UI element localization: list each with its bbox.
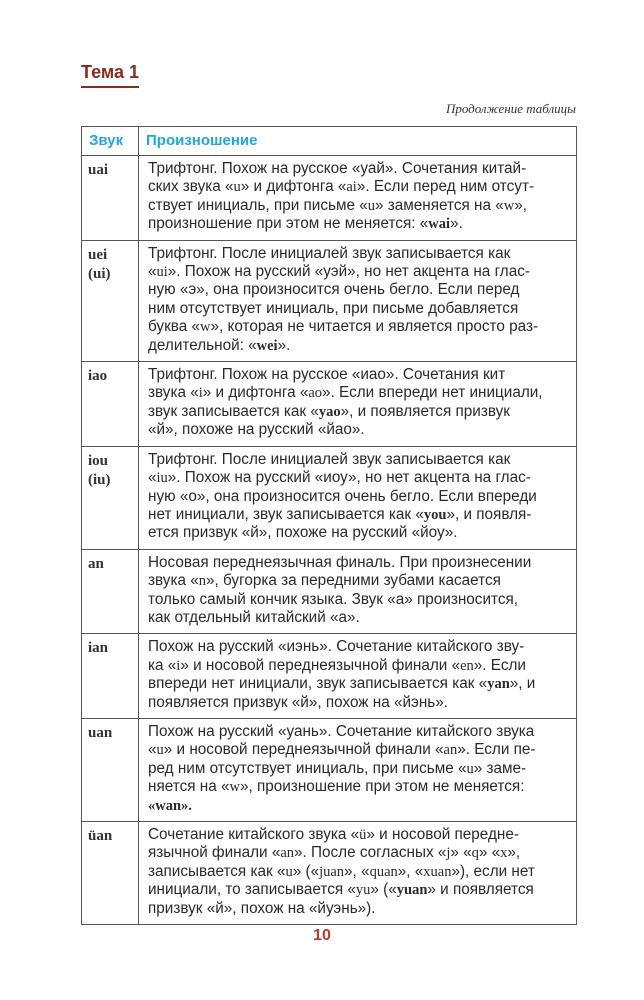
description-line: Трифтонг. После инициалей звук записывается как <box>148 450 511 468</box>
sound-cell <box>82 822 139 925</box>
sound-label: uei <box>88 246 108 263</box>
latin-term: w <box>503 197 515 214</box>
sound-label: (ui) <box>88 265 111 282</box>
latin-term: u <box>466 760 474 777</box>
sound-label: üan <box>88 828 113 844</box>
description-line: Трифтонг. Похож на русское «уай». Сочетания китай- <box>148 160 527 177</box>
description-line: ствует инициаль, при письме «u» заменяется на «w», <box>148 196 528 214</box>
description-line: Трифтонг. После инициалей звук записывается как <box>148 244 511 262</box>
pronunciation-cell <box>139 362 577 447</box>
description-line: звука «n», бугорка за передними зубами касается <box>148 572 501 590</box>
latin-term: en <box>460 657 474 674</box>
latin-term: wai <box>428 216 450 233</box>
description-line: Сочетание китайского звука «ü» и носовой передне- <box>148 826 519 843</box>
sound-label: uai <box>88 162 109 178</box>
sound-label: uan <box>88 724 113 741</box>
description-line: делительной: «wei». <box>148 336 291 354</box>
latin-term: w <box>200 319 211 336</box>
sound-cell <box>82 156 139 241</box>
description-line: ную «о», она произносится очень бегло. Если впереди <box>148 487 537 505</box>
latin-term: yan <box>487 676 510 693</box>
sound-cell <box>82 446 139 549</box>
latin-term: ai <box>346 179 357 196</box>
table-header-row <box>82 127 577 156</box>
latin-term: you <box>423 506 447 523</box>
pronunciation-cell <box>139 240 577 361</box>
sound-cell <box>82 362 139 447</box>
description-line: как отдельный китайский «а». <box>148 608 360 626</box>
latin-term: u <box>285 863 293 880</box>
latin-term: ao <box>308 385 323 402</box>
description-line: Похож на русский «иэнь». Сочетание китайского зву- <box>148 638 525 656</box>
sound-cell <box>82 240 139 361</box>
table-row <box>82 156 577 241</box>
description-line: инициали, то записывается «yu» («yuan» и появляется <box>148 881 534 899</box>
pronunciation-table <box>81 126 577 925</box>
description-line: язычной финали «an». После согласных «j» «q» «x», <box>148 844 521 862</box>
description-line: записывается как «u» («juan», «quan», «xuan»), если нет <box>148 862 535 880</box>
description-line: Похож на русский «уань». Сочетание китайского звука <box>148 722 535 740</box>
description-line: звук записывается как «yao», и появляется призвук <box>148 402 510 420</box>
sound-label: iou <box>88 452 109 469</box>
table-row <box>82 822 577 925</box>
description-line: Трифтонг. Похож на русское «иао». Сочетания кит <box>148 366 506 384</box>
sound-label: iao <box>88 368 108 385</box>
sound-label: ian <box>88 640 109 657</box>
description-line: буква «w», которая не читается и является просто раз- <box>148 318 539 336</box>
latin-term: u <box>233 179 241 196</box>
topic-heading: Тема 1 <box>81 62 139 88</box>
sound-cell <box>82 634 139 719</box>
pronunciation-cell <box>139 822 577 925</box>
latin-term: an <box>443 742 458 759</box>
table-row <box>82 240 577 361</box>
description-line: «iu». Похож на русский «иоу», но нет акцента на глас- <box>148 469 531 487</box>
pronunciation-cell <box>139 156 577 241</box>
latin-term: w <box>229 779 240 796</box>
sound-cell <box>82 549 139 634</box>
description-line: «u» и носовой переднеязычной финали «an». Если пе- <box>148 741 536 759</box>
latin-term: iu <box>156 470 168 487</box>
description-line: звука «i» и дифтонга «ao». Если впереди нет инициали, <box>148 384 543 402</box>
description-line: ред ним отсутствует инициаль, при письме «u» заме- <box>148 759 527 777</box>
description-line: ним отсутствует инициаль, при письме добавляется <box>148 299 519 317</box>
latin-term: an <box>280 845 295 862</box>
latin-term: ü <box>359 827 367 843</box>
description-line: Носовая переднеязычная финаль. При произнесении <box>148 553 532 571</box>
table-row <box>82 362 577 447</box>
latin-term: xuan <box>423 863 452 880</box>
description-line: ется призвук «й», похоже на русский «йоу». <box>148 524 458 542</box>
pronunciation-cell <box>139 634 577 719</box>
table-row <box>82 634 577 719</box>
latin-term: yuan <box>396 882 428 899</box>
latin-term: j <box>446 845 451 862</box>
latin-term: i <box>176 657 181 674</box>
description-line: «ui». Похож на русский «уэй», но нет акцента на глас- <box>148 263 530 281</box>
table-continuation-note: Продолжение таблицы <box>445 101 576 116</box>
description-line: только самый кончик языка. Звук «а» произносится, <box>148 590 519 608</box>
latin-term: ui <box>156 264 168 281</box>
latin-term: x <box>500 845 508 862</box>
description-line: ную «э», она произносится очень бегло. Если перед <box>148 281 520 299</box>
description-line: появляется призвук «й», похож на «йэнь». <box>148 693 449 711</box>
description-line: няется на «w», произношение при этом не меняется: <box>148 778 525 796</box>
table-row <box>82 549 577 634</box>
description-line: ских звука «u» и дифтонга «ai». Если перед ним отсут- <box>148 178 535 196</box>
table-row <box>82 718 577 821</box>
latin-term: yu <box>355 882 371 899</box>
description-line: ка «i» и носовой переднеязычной финали «en». Если <box>148 656 526 674</box>
column-header-sound: Звук <box>82 127 139 156</box>
latin-term: juan <box>319 863 345 880</box>
description-line: нет инициали, звук записывается как «you», и появля- <box>148 505 532 523</box>
column-header-pronunciation: Произношение <box>139 127 577 156</box>
latin-term: q <box>471 845 479 862</box>
sound-label: (iu) <box>88 471 111 488</box>
sound-label: an <box>88 555 104 572</box>
description-line: «wan». <box>148 797 192 814</box>
description-line: впереди нет инициали, звук записывается как «yan», и <box>148 675 536 693</box>
pronunciation-cell <box>139 446 577 549</box>
description-line: призвук «й», похож на «йуэнь»). <box>148 899 376 917</box>
latin-term: n <box>198 573 206 590</box>
table-row <box>82 446 577 549</box>
latin-term: u <box>156 742 164 759</box>
pronunciation-cell <box>139 718 577 821</box>
latin-term: wei <box>256 337 278 354</box>
latin-term: u <box>367 197 375 214</box>
description-line: «й», похоже на русский «йао». <box>148 421 365 439</box>
latin-term: i <box>198 385 203 402</box>
sound-cell <box>82 718 139 821</box>
latin-term: quan <box>369 863 398 880</box>
description-line: произношение при этом не меняется: «wai». <box>148 215 463 233</box>
pronunciation-cell <box>139 549 577 634</box>
latin-term: yao <box>318 403 341 420</box>
page-number: 10 <box>313 927 331 944</box>
